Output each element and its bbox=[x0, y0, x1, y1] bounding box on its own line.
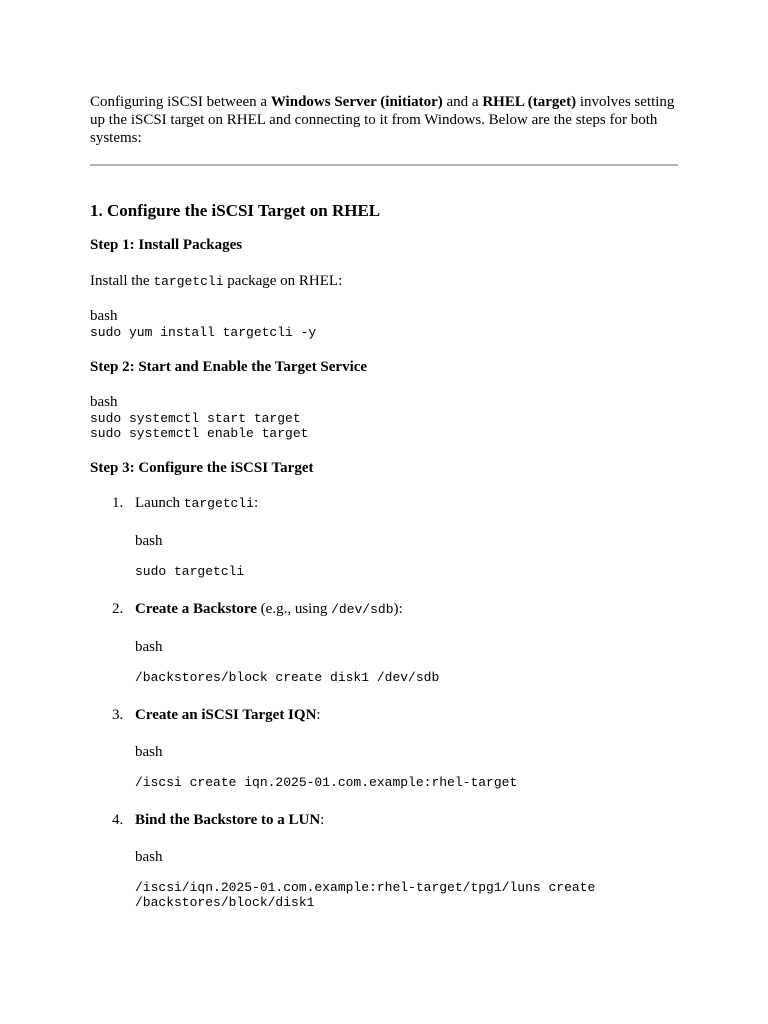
list-item-text-post: ): bbox=[393, 601, 403, 617]
list-item-number: 4. bbox=[112, 812, 124, 828]
intro-text-mid: and a bbox=[442, 94, 483, 110]
list-item bbox=[90, 599, 680, 685]
step2-code-block bbox=[90, 394, 680, 441]
list-item-bold: Bind the Backstore to a LUN bbox=[135, 812, 321, 828]
intro-target: RHEL (target) bbox=[482, 94, 577, 110]
step1-text-pre: Install the bbox=[90, 273, 154, 289]
list-item-number: 1. bbox=[112, 495, 124, 511]
intro-text-pre: Configuring iSCSI between a bbox=[90, 94, 271, 110]
list-item-inline-code: targetcli bbox=[183, 496, 254, 511]
list-item bbox=[90, 705, 680, 790]
section-heading: 1. Configure the iSCSI Target on RHEL bbox=[90, 201, 381, 220]
list-item-number: 2. bbox=[112, 601, 124, 617]
list-item bbox=[90, 810, 680, 910]
step1-text-post: package on RHEL: bbox=[223, 273, 343, 289]
list-item-text-post: : bbox=[316, 707, 321, 723]
list-item-text-pre: Launch bbox=[135, 495, 184, 511]
list-item-code-lang: bash bbox=[135, 533, 163, 549]
list-item-text-post: : bbox=[253, 495, 259, 511]
document-page bbox=[90, 93, 680, 930]
list-item-bold: Create an iSCSI Target IQN bbox=[135, 707, 317, 723]
step2-code-line: sudo systemctl enable target bbox=[90, 426, 309, 441]
step1-heading: Step 1: Install Packages bbox=[90, 237, 243, 253]
step1-inline-code: targetcli bbox=[153, 274, 224, 289]
list-item bbox=[90, 493, 680, 579]
step2-code-lang: bash bbox=[90, 394, 118, 410]
step1-paragraph bbox=[90, 271, 680, 292]
list-item-command: /backstores/block create disk1 /dev/sdb bbox=[135, 670, 440, 685]
step3-heading: Step 3: Configure the iSCSI Target bbox=[90, 460, 314, 476]
step3-list bbox=[90, 493, 680, 910]
intro-paragraph bbox=[90, 93, 680, 147]
list-item-heading bbox=[135, 493, 680, 514]
list-item-text-pre: (e.g., using bbox=[256, 601, 332, 617]
list-item-bold: Create a Backstore bbox=[135, 601, 257, 617]
list-item-command: /iscsi/iqn.2025-01.com.example:rhel-target/tpg1/luns create /backstores/block/disk1 bbox=[135, 880, 596, 910]
step2-heading: Step 2: Start and Enable the Target Service bbox=[90, 359, 368, 375]
step1-code-block bbox=[90, 308, 680, 340]
horizontal-divider bbox=[90, 164, 678, 166]
list-item-code-lang: bash bbox=[135, 744, 163, 760]
list-item-heading bbox=[135, 599, 680, 620]
step2-code-line: sudo systemctl start target bbox=[90, 411, 301, 426]
list-item-code-lang: bash bbox=[135, 849, 163, 865]
intro-initiator: Windows Server (initiator) bbox=[270, 94, 443, 110]
list-item-text-post: : bbox=[320, 812, 325, 828]
list-item-command: sudo targetcli bbox=[135, 564, 245, 579]
list-item-heading bbox=[135, 810, 680, 830]
step1-code-line: sudo yum install targetcli -y bbox=[90, 325, 317, 340]
list-item-code-lang: bash bbox=[135, 639, 163, 655]
list-item-heading bbox=[135, 705, 680, 725]
list-item-number: 3. bbox=[112, 707, 124, 723]
list-item-command: /iscsi create iqn.2025-01.com.example:rhel-target bbox=[135, 775, 518, 790]
intro-text-post: involves setting up the iSCSI target on RHEL and connecting to it from Windows. Below are the steps for both systems: bbox=[90, 94, 675, 146]
list-item-inline-code: /dev/sdb bbox=[331, 602, 394, 617]
step1-code-lang: bash bbox=[90, 308, 118, 324]
